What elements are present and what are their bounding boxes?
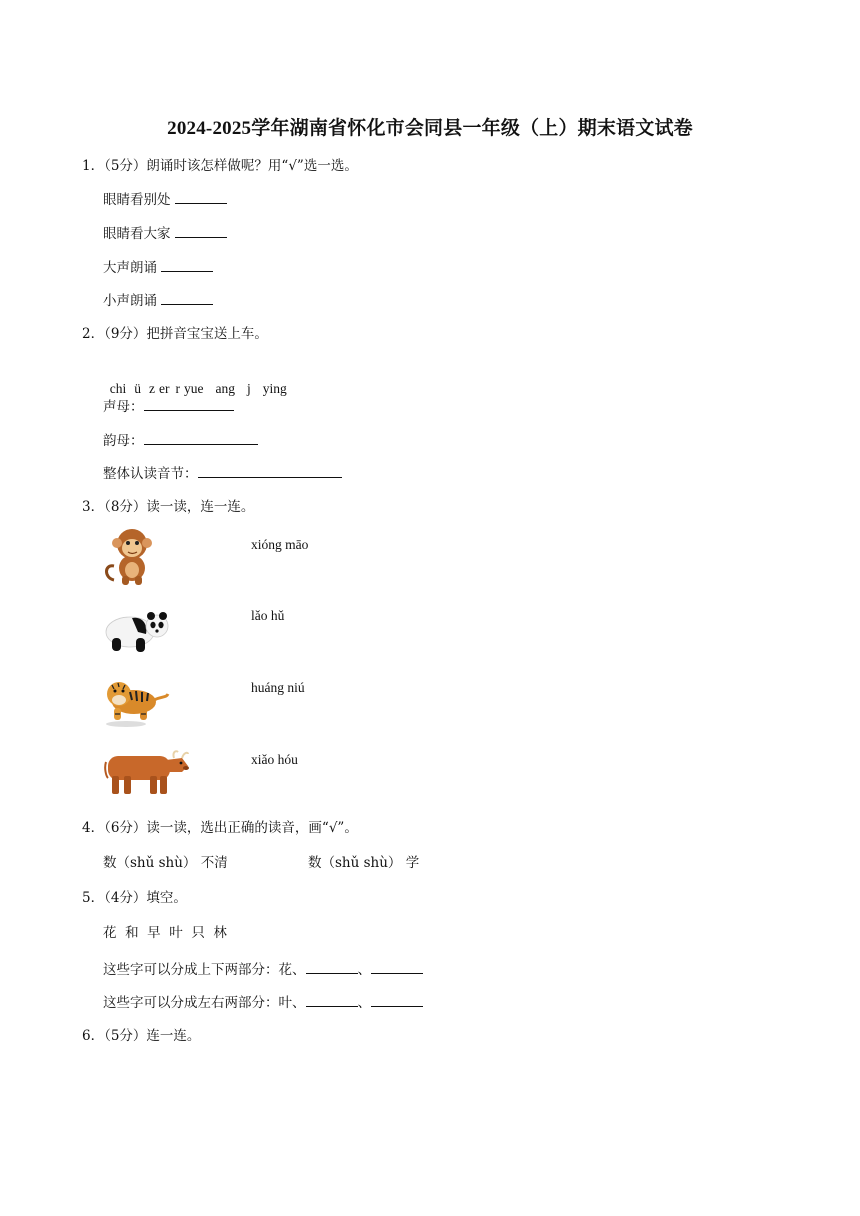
answer-blank[interactable]	[175, 190, 227, 204]
monkey-icon	[104, 526, 156, 586]
pinyin-item: ü	[134, 381, 141, 396]
q5-line-2	[103, 993, 423, 1012]
q5-line-1-prefix: 这些字可以分成上下两部分：花、	[103, 962, 306, 978]
q4-stem: 4．（6分）读一读，选出正确的读音，画“√”。	[82, 820, 358, 836]
q1-option-2	[103, 224, 227, 243]
pinyin-item: yue	[184, 381, 204, 396]
q1-option-1	[103, 190, 227, 209]
tiger-icon	[104, 674, 170, 728]
q1-option-label: 眼睛看别处	[103, 192, 171, 208]
q1-option-label: 小声朗诵	[103, 293, 157, 309]
pinyin-answer[interactable]: xiǎo hóu	[251, 752, 298, 767]
q6-stem: 6．（5分）连一连。	[82, 1028, 201, 1044]
q5-line-1	[103, 960, 423, 979]
q5-characters: 花 和 早 叶 只 林	[103, 925, 227, 941]
panda-icon	[102, 604, 170, 654]
pinyin-item: j	[247, 381, 251, 396]
whole-syllable-label: 整体认读音节：	[103, 466, 198, 482]
q2-pinyin-list	[103, 362, 295, 398]
pinyin-answer[interactable]: lǎo hǔ	[251, 608, 285, 623]
exam-title: 2024-2025学年湖南省怀化市会同县一年级（上）期末语文试卷	[167, 118, 693, 139]
answer-blank[interactable]	[306, 960, 358, 974]
answer-blank[interactable]	[144, 431, 258, 445]
answer-blank[interactable]	[161, 258, 213, 272]
q1-option-4	[103, 291, 213, 310]
q4-item-2[interactable]: 数（shǔ shù） 学	[308, 855, 420, 871]
q5-stem: 5．（4分）填空。	[82, 890, 187, 906]
finals-label: 韵母：	[103, 433, 144, 449]
answer-blank[interactable]	[371, 993, 423, 1007]
q1-option-label: 大声朗诵	[103, 260, 157, 276]
answer-blank[interactable]	[198, 464, 342, 478]
ox-icon	[102, 744, 192, 798]
q4-item-1[interactable]: 数（shǔ shù） 不清	[103, 855, 228, 871]
separator: 、	[357, 995, 371, 1011]
pinyin-item: r	[175, 381, 180, 396]
q3-stem: 3．（8分）读一读，连一连。	[82, 499, 255, 515]
q1-option-3	[103, 258, 213, 277]
separator: 、	[357, 962, 371, 978]
pinyin-answer[interactable]: xióng māo	[251, 537, 309, 552]
pinyin-item: z	[149, 381, 155, 396]
q5-line-2-prefix: 这些字可以分成左右两部分：叶、	[103, 995, 306, 1011]
q2-initials-row	[103, 397, 234, 416]
q1-option-label: 眼睛看大家	[103, 226, 171, 242]
initials-label: 声母：	[103, 399, 144, 415]
q2-whole-row	[103, 464, 342, 483]
pinyin-item: er	[159, 381, 170, 396]
pinyin-item: ang	[215, 381, 235, 396]
q1-stem: 1．（5分）朗诵时该怎样做呢？用“√”选一选。	[82, 158, 358, 174]
answer-blank[interactable]	[306, 993, 358, 1007]
pinyin-item: chi	[109, 381, 127, 396]
answer-blank[interactable]	[144, 397, 234, 411]
q2-finals-row	[103, 431, 258, 450]
answer-blank[interactable]	[161, 291, 213, 305]
answer-blank[interactable]	[175, 224, 227, 238]
q2-stem: 2．（9分）把拼音宝宝送上车。	[82, 326, 268, 342]
answer-blank[interactable]	[371, 960, 423, 974]
pinyin-item: ying	[262, 381, 287, 396]
pinyin-answer[interactable]: huáng niú	[251, 680, 305, 695]
